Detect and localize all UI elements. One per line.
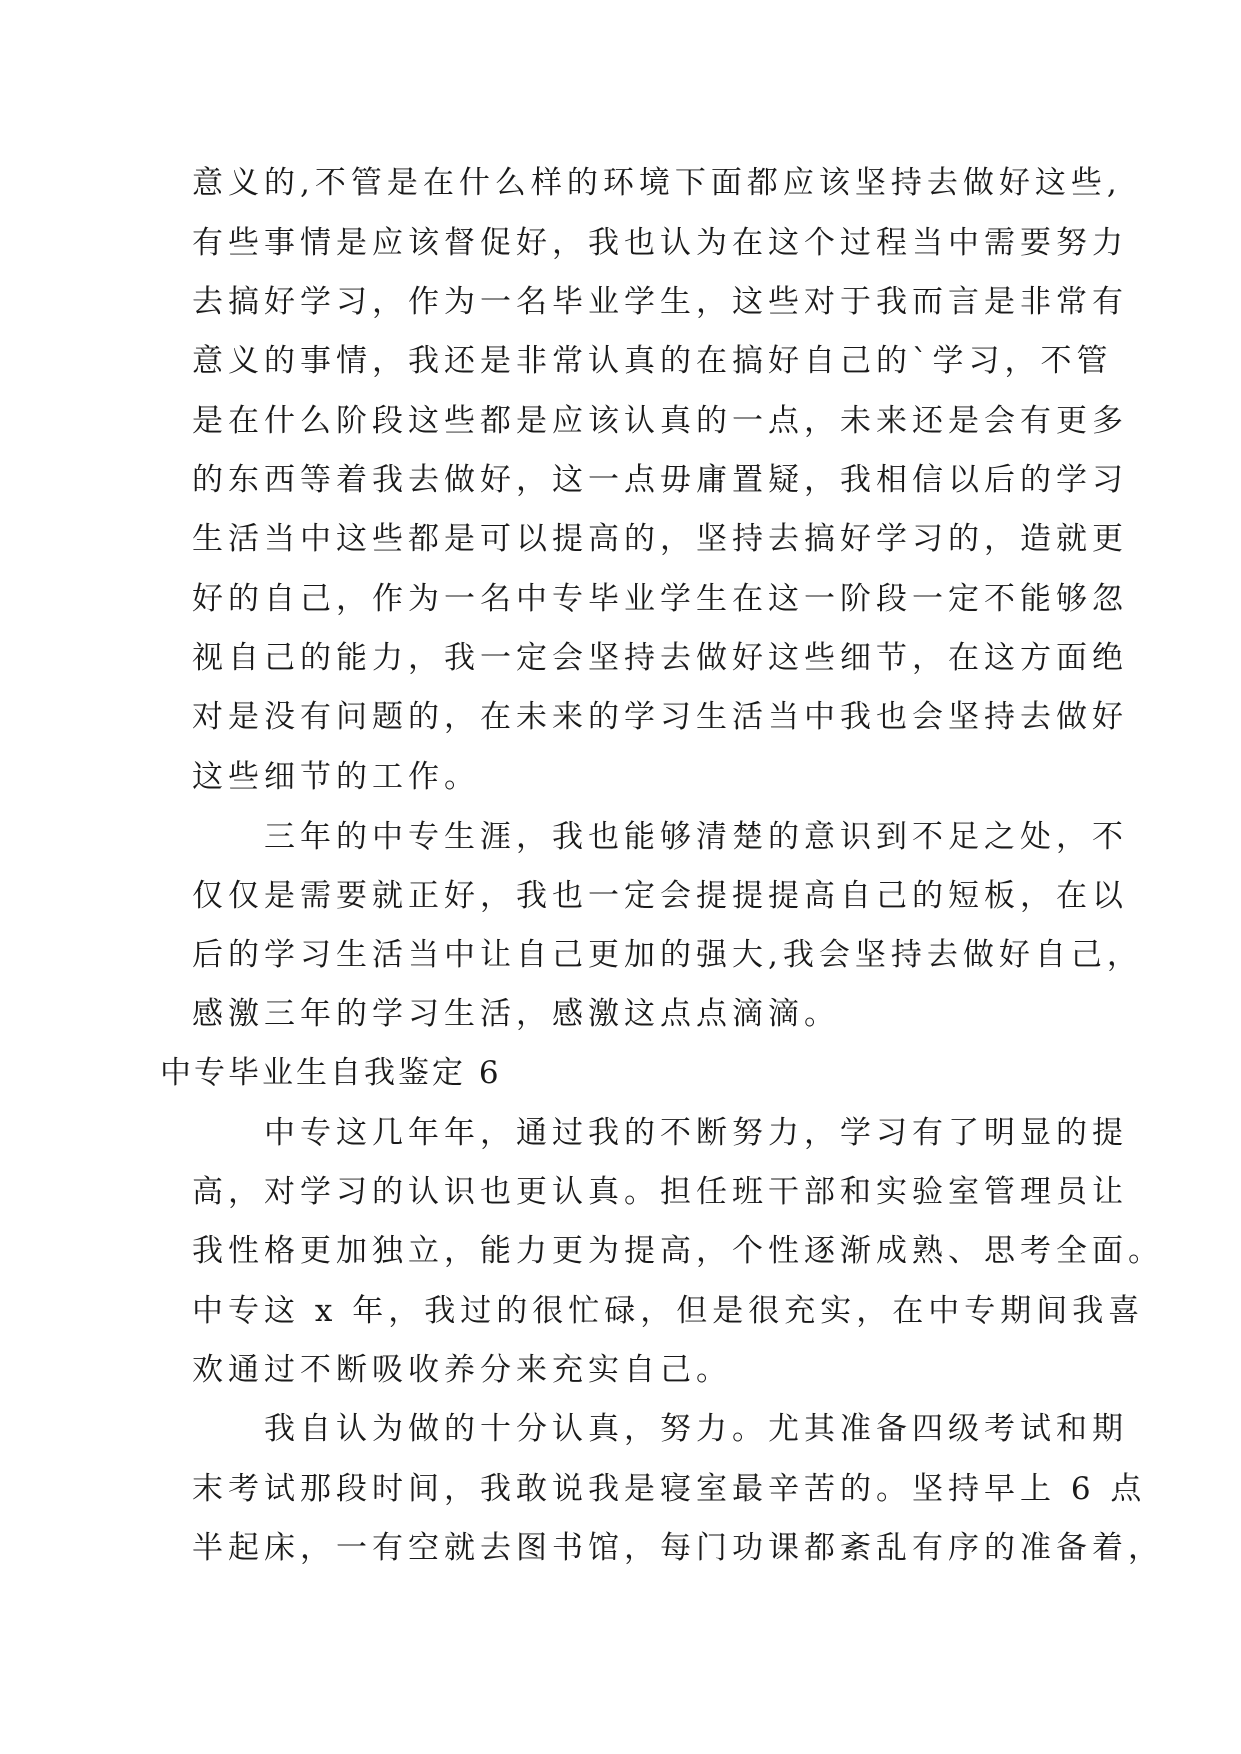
paragraph-start-line: 三年的中专生涯，我也能够清楚的意识到不足之处，不: [192, 819, 1128, 855]
text-line: 仅仅是需要就正好，我也一定会提提提高自己的短板，在以: [192, 878, 1128, 914]
text-line: 生活当中这些都是可以提高的，坚持去搞好学习的，造就更: [192, 521, 1128, 557]
text-line: 好的自己，作为一名中专毕业学生在这一阶段一定不能够忽: [192, 581, 1128, 617]
text-line: 的东西等着我去做好，这一点毋庸置疑，我相信以后的学习: [192, 462, 1128, 498]
text-line: 我性格更加独立，能力更为提高，个性逐渐成熟、思考全面。: [192, 1233, 1164, 1269]
text-line: 对是没有问题的，在未来的学习生活当中我也会坚持去做好: [192, 699, 1128, 735]
text-line: 意义的,不管是在什么样的环境下面都应该坚持去做好这些,: [192, 165, 1122, 201]
section-heading: 中专毕业生自我鉴定 6: [160, 1055, 502, 1091]
text-line: 去搞好学习，作为一名毕业学生，这些对于我而言是非常有: [192, 284, 1128, 320]
text-line: 意义的事情，我还是非常认真的在搞好自己的`学习，不管: [192, 343, 1113, 379]
text-line: 半起床，一有空就去图书馆，每门功课都紊乱有序的准备着，: [192, 1530, 1164, 1566]
text-line: 是在什么阶段这些都是应该认真的一点，未来还是会有更多: [192, 403, 1128, 439]
text-line: 中专这 x 年，我过的很忙碌，但是很充实，在中专期间我喜: [192, 1293, 1145, 1329]
text-line: 有些事情是应该督促好，我也认为在这个过程当中需要努力: [192, 225, 1128, 261]
paragraph-start-line: 我自认为做的十分认真，努力。尤其准备四级考试和期: [192, 1411, 1128, 1447]
text-line: 这些细节的工作。: [192, 759, 480, 795]
text-line: 末考试那段时间，我敢说我是寝室最辛苦的。坚持早上 6 点: [192, 1471, 1147, 1507]
text-line: 后的学习生活当中让自己更加的强大,我会坚持去做好自己，: [192, 937, 1143, 973]
text-line: 感激三年的学习生活，感激这点点滴滴。: [192, 996, 840, 1032]
text-line: 欢通过不断吸收养分来充实自己。: [192, 1352, 732, 1388]
text-line: 视自己的能力，我一定会坚持去做好这些细节，在这方面绝: [192, 640, 1128, 676]
paragraph-start-line: 中专这几年年，通过我的不断努力，学习有了明显的提: [192, 1115, 1128, 1151]
text-line: 高，对学习的认识也更认真。担任班干部和实验室管理员让: [192, 1174, 1128, 1210]
